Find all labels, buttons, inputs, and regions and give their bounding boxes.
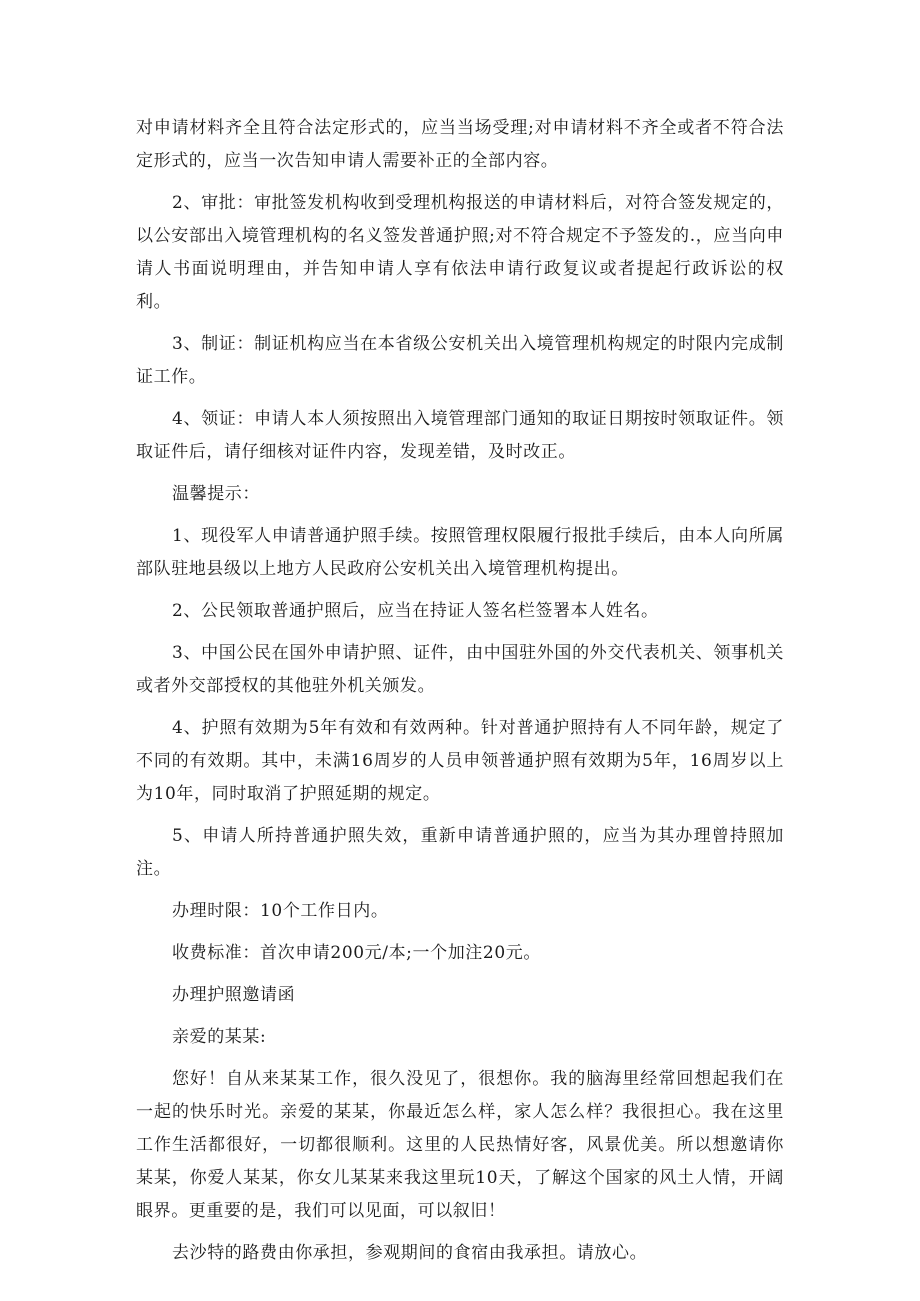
paragraph-tips-heading: 温馨提示： <box>172 484 260 504</box>
paragraph-letter-salutation: 亲爱的某某: <box>172 1027 267 1047</box>
paragraph-letter-expenses: 去沙特的路费由你承担，参观期间的食宿由我承担。请放心。 <box>172 1243 648 1263</box>
paragraph-fee-standard: 收费标准：首次申请200元/本;一个加注20元。 <box>172 943 541 963</box>
paragraph-step-approval: 2、审批：审批签发机构收到受理机构报送的申请材料后，对符合签发规定的，以公安部出入境管理机构的名义签发普通护照;对不符合规定不予签发的.，应当向申请人书面说明理由，并告知申请人享有依法申请行政复议或者提起行政诉讼的权利。 <box>136 193 784 312</box>
paragraph-letter-body: 您好！自从来某某工作，很久没见了，很想你。我的脑海里经常回想起我们在一起的快乐时光。亲爱的某某，你最近怎么样，家人怎么样？我很担心。我在这里工作生活都很好，一切都很顺利。这里的人民热情好客，风景优美。所以想邀请你某某，你爱人某某，你女儿某某来我这里玩10天，了解这个国家的风土人情，开阔眼界。更重要的是，我们可以见面，可以叙旧！ <box>136 1069 784 1221</box>
paragraph-intro-continued: 对申请材料齐全且符合法定形式的，应当当场受理;对申请材料不齐全或者不符合法定形式的，应当一次告知申请人需要补正的全部内容。 <box>136 118 784 171</box>
paragraph-step-collection: 4、领证：申请人本人须按照出入境管理部门通知的取证日期按时领取证件。领取证件后，请仔细核对证件内容，发现差错，及时改正。 <box>136 409 784 462</box>
paragraph-step-production: 3、制证：制证机构应当在本省级公安机关出入境管理机构规定的时限内完成制证工作。 <box>136 334 784 387</box>
paragraph-tip-3: 3、中国公民在国外申请护照、证件，由中国驻外国的外交代表机关、领事机关或者外交部授权的其他驻外机关颁发。 <box>136 643 784 696</box>
paragraph-tip-4: 4、护照有效期为5年有效和有效两种。针对普通护照持有人不同年龄，规定了不同的有效期。其中，未满16周岁的人员申领普通护照有效期为5年，16周岁以上为10年，同时取消了护照延期的规定。 <box>136 718 784 804</box>
document-page <box>136 112 784 1270</box>
paragraph-processing-time: 办理时限：10个工作日内。 <box>172 901 389 921</box>
paragraph-letter-title: 办理护照邀请函 <box>172 985 296 1005</box>
paragraph-tip-5: 5、申请人所持普通护照失效，重新申请普通护照的，应当为其办理曾持照加注。 <box>136 826 784 879</box>
paragraph-tip-2: 2、公民领取普通护照后，应当在持证人签名栏签署本人姓名。 <box>172 601 659 621</box>
paragraph-tip-1: 1、现役军人申请普通护照手续。按照管理权限履行报批手续后，由本人向所属部队驻地县级以上地方人民政府公安机关出入境管理机构提出。 <box>136 526 784 579</box>
